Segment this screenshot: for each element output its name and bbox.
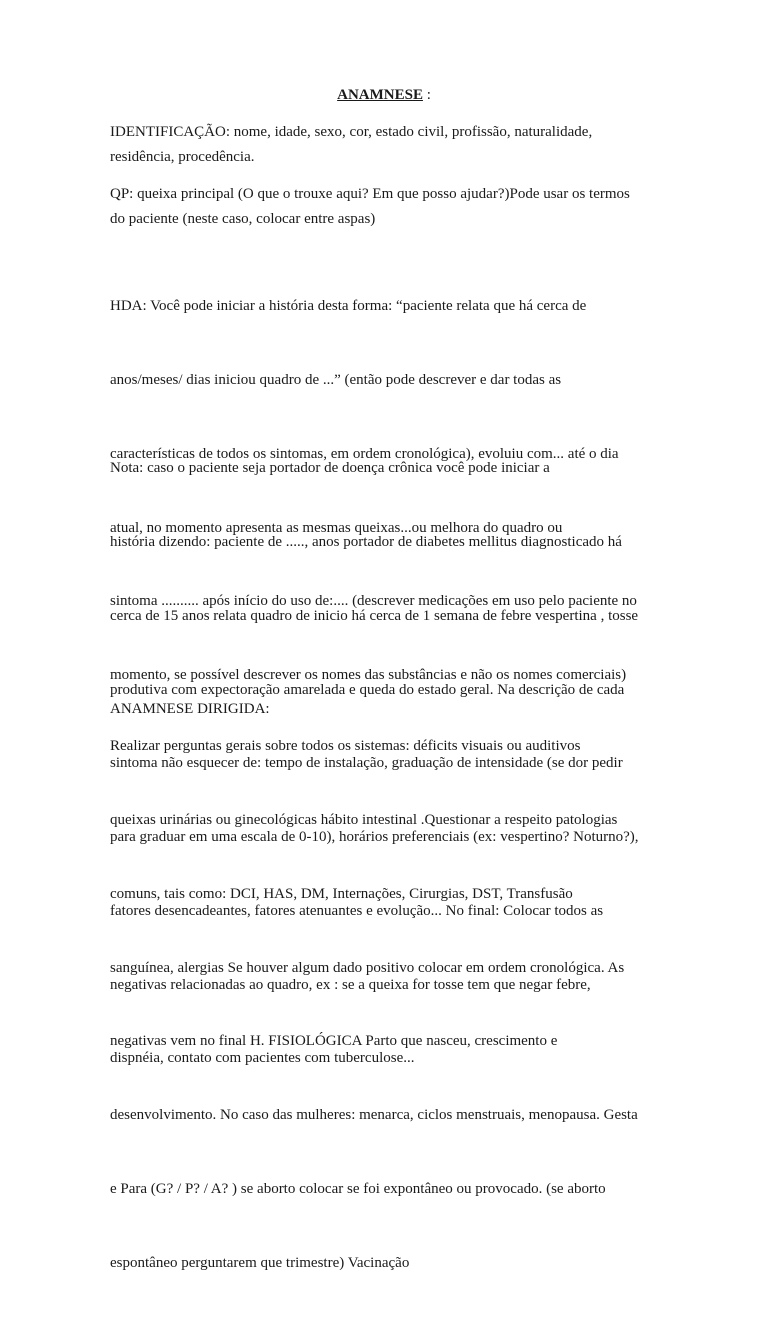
text-line: sintoma não esquecer de: tempo de instalação, graduação de intensidade (se dor pedir xyxy=(110,755,623,772)
text-line: QP: queixa principal (O que o trouxe aqui? Em que posso ajudar?)Pode usar os termos xyxy=(110,186,630,202)
text-line: e Para (G? / P? / A? ) se aborto colocar se foi expontâneo ou provocado. (se aborto xyxy=(110,1180,606,1197)
text-line: negativas relacionadas ao quadro, ex : se a queixa for tosse tem que negar febre, xyxy=(110,976,591,993)
document-title-suffix: : xyxy=(422,87,431,103)
text-line: história dizendo: paciente de ....., anos portador de diabetes mellitus diagnosticado há xyxy=(110,533,622,550)
text-line: anos/meses/ dias iniciou quadro de ...” (então pode descrever e dar todas as xyxy=(110,371,562,388)
text-line: sanguínea, alergias Se houver algum dado positivo colocar em ordem cronológica. As xyxy=(110,959,625,976)
text-line: momento, se possível descrever os nomes das substâncias e não os nomes comerciais) xyxy=(110,667,627,684)
text-line: cerca de 15 anos relata quadro de inicio há cerca de 1 semana de febre vespertina , tosse xyxy=(110,607,639,624)
text-line: IDENTIFICAÇÃO: nome, idade, sexo, cor, estado civil, profissão, naturalidade, xyxy=(110,124,593,140)
text-line: para graduar em uma escala de 0-10), horários preferenciais (ex: vespertino? Noturno?), xyxy=(110,829,639,846)
text-line: do paciente (neste caso, colocar entre aspas) xyxy=(110,210,376,227)
text-line: queixas urinárias ou ginecológicas hábito intestinal .Questionar a respeito patologias xyxy=(110,811,618,828)
paragraph-qp xyxy=(110,182,670,231)
text-line: ANAMNESE DIRIGIDA: xyxy=(110,701,270,718)
text-line: Realizar perguntas gerais sobre todos os sistemas: déficits visuais ou auditivos xyxy=(110,738,581,755)
text-line: negativas vem no final H. FISIOLÓGICA Parto que nasceu, crescimento e xyxy=(110,1033,558,1050)
paragraph-identificacao xyxy=(110,120,670,169)
text-line: produtiva com expectoração amarelada e queda do estado geral. Na descrição de cada xyxy=(110,681,625,698)
document-title-block xyxy=(0,83,768,107)
text-line: Nota: caso o paciente seja portador de doença crônica você pode iniciar a xyxy=(110,460,550,477)
text-line: dispnéia, contato com pacientes com tuberculose... xyxy=(110,1050,415,1067)
text-line: residência, procedência. xyxy=(110,148,255,165)
text-line: fatores desencadeantes, fatores atenuantes e evolução... No final: Colocar todos as xyxy=(110,902,604,919)
document-title: ANAMNESE xyxy=(337,87,423,103)
text-line: espontâneo perguntarem que trimestre) Vacinação xyxy=(110,1254,410,1271)
text-line: características de todos os sintomas, em ordem cronológica), evoluiu com... até o dia xyxy=(110,445,619,462)
text-line: desenvolvimento. No caso das mulheres: menarca, ciclos menstruais, menopausa. Gesta xyxy=(110,1107,638,1124)
paragraph-anamnese-dirigida xyxy=(110,685,670,1324)
text-line: comuns, tais como: DCI, HAS, DM, Internações, Cirurgias, DST, Transfusão xyxy=(110,885,573,902)
text-line: sintoma .......... após início do uso de:.... (descrever medicações em uso pelo paciente no xyxy=(110,593,637,610)
text-line: HDA: Você pode iniciar a história desta forma: “paciente relata que há cerca de xyxy=(110,298,587,315)
text-line: atual, no momento apresenta as mesmas queixas...ou melhora do quadro ou xyxy=(110,519,563,536)
